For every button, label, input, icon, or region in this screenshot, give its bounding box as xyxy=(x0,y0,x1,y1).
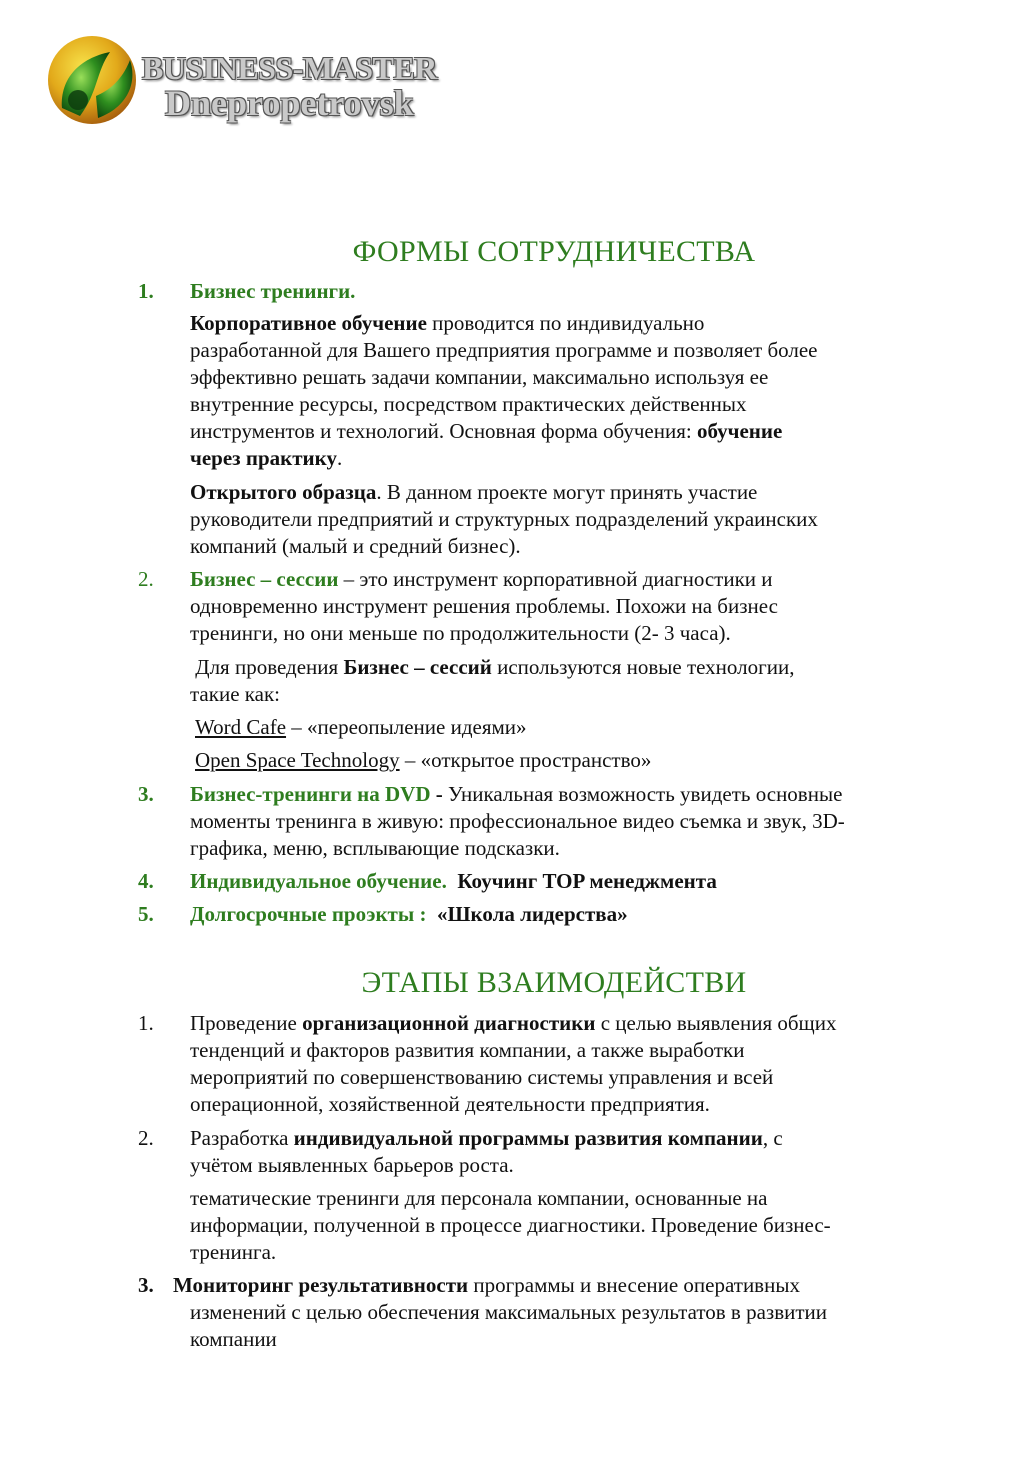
item-2-paragraph-2-line-1 xyxy=(190,654,794,682)
stage-1-line-4: операционной, хозяйственной деятельности предприятия. xyxy=(190,1092,710,1116)
item-1-paragraph-2-line-2: руководители предприятий и структурных подразделений украинских xyxy=(190,507,818,531)
word-cafe-link[interactable]: Word Cafe xyxy=(195,715,287,739)
item-1-paragraph-1-line-6 xyxy=(190,445,342,473)
text-span: Для проведения xyxy=(190,655,344,679)
item-4-line xyxy=(190,868,717,896)
bold-span: обучение xyxy=(696,419,783,443)
text-span: проводится по индивидуально xyxy=(426,311,705,335)
item-3-number: 3. xyxy=(138,782,154,806)
item-1-paragraph-1-line-4: внутренние ресурсы, посредством практических действенных xyxy=(190,392,747,416)
item-2-paragraph-2-line-2: такие как: xyxy=(190,682,281,706)
item-4-extra: Коучинг TOP менеджмента xyxy=(446,869,717,893)
bold-span: Бизнес – сессий xyxy=(343,655,492,679)
bold-span: через практику xyxy=(190,446,337,470)
text-span: . В данном проекте могут принять участие xyxy=(376,480,758,504)
text-span: , с xyxy=(762,1126,783,1150)
stage-1-line-1 xyxy=(190,1010,836,1038)
text-span: используются новые технологии, xyxy=(491,655,795,679)
item-2-line-2: одновременно инструмент решения проблемы. Похожи на бизнес xyxy=(190,594,778,618)
item-1-paragraph-1-line-1 xyxy=(190,310,704,338)
stage-2-line-2: учётом выявленных барьеров роста. xyxy=(190,1153,514,1177)
text-span: – это инструмент корпоративной диагностики и xyxy=(338,567,773,591)
bold-span: Мониторинг результативности xyxy=(173,1273,469,1297)
item-2-heading: Бизнес – сессии xyxy=(190,567,339,591)
item-3-line-1 xyxy=(190,781,842,809)
stage-2-paragraph-2-line-1: тематические тренинги для персонала компании, основанные на xyxy=(190,1186,768,1210)
bold-span: индивидуальной программы развития компании xyxy=(293,1126,763,1150)
text-span: . xyxy=(336,446,343,470)
text-span: - xyxy=(430,782,443,806)
stage-2-paragraph-2-line-2: информации, полученной в процессе диагностики. Проведение бизнес- xyxy=(190,1213,831,1237)
text-span: программы и внесение оперативных xyxy=(468,1273,800,1297)
item-5-line xyxy=(190,901,628,929)
item-3-heading: Бизнес-тренинги на DVD xyxy=(190,782,431,806)
text-span: – «открытое пространство» xyxy=(399,748,652,772)
item-1-number: 1. xyxy=(138,279,154,303)
item-1-paragraph-1-line-5 xyxy=(190,418,782,446)
item-1-paragraph-2-line-3: компаний (малый и средний бизнес). xyxy=(190,534,521,558)
link-text: Open Space Technology xyxy=(195,748,400,772)
item-1-heading: Бизнес тренинги. xyxy=(190,279,356,303)
text-span: с целью выявления общих xyxy=(595,1011,837,1035)
leaf-emblem-icon xyxy=(40,30,150,130)
stage-3-line-3: компании xyxy=(190,1327,277,1351)
tech-word-cafe xyxy=(195,714,527,742)
stage-3-line-2: изменений с целью обеспечения максимальных результатов в развитии xyxy=(190,1300,828,1324)
item-2-number: 2. xyxy=(138,567,154,591)
item-1-paragraph-1-line-3: эффективно решать задачи компании, максимально используя ее xyxy=(190,365,769,389)
item-4-heading: Индивидуальное обучение. xyxy=(190,869,447,893)
stage-3-number: 3. xyxy=(138,1273,154,1297)
item-3-line-2: моменты тренинга в живую: профессиональное видео съемка и звук, 3D- xyxy=(190,809,845,833)
corporate-training-term: Корпоративное обучение xyxy=(190,311,427,335)
logo-line-2: Dnepropetrovsk xyxy=(165,83,414,123)
item-5-extra: «Школа лидерства» xyxy=(426,902,628,926)
text-span: инструментов и технологий. Основная форма обучения: xyxy=(190,419,697,443)
open-space-link[interactable] xyxy=(195,748,400,772)
stage-2-number: 2. xyxy=(138,1126,154,1150)
bold-span: организационной диагностики xyxy=(302,1011,596,1035)
item-2-line-1 xyxy=(190,566,773,594)
logo-line-1: BUSINESS-MASTER xyxy=(142,50,437,86)
stage-1-line-2: тенденций и факторов развития компании, а также выработки xyxy=(190,1038,745,1062)
stage-1-line-3: мероприятий по совершенствованию системы управления и всей xyxy=(190,1065,774,1089)
item-3-line-3: графика, меню, всплывающие подсказки. xyxy=(190,836,560,860)
tech-open-space xyxy=(195,747,651,775)
text-span: Уникальная возможность увидеть основные xyxy=(442,782,843,806)
item-4-number: 4. xyxy=(138,869,154,893)
section-2-title: ЭТАПЫ ВЗАИМОДЕЙСТВИ xyxy=(361,966,747,999)
item-5-number: 5. xyxy=(138,902,154,926)
text-span: Проведение xyxy=(190,1011,303,1035)
item-5-heading: Долгосрочные проэкты : xyxy=(190,902,427,926)
text-span: Разработка xyxy=(190,1126,294,1150)
stage-2-line-1 xyxy=(190,1125,783,1153)
text-span: – «переопыление идеями» xyxy=(286,715,527,739)
stage-1-number: 1. xyxy=(138,1011,154,1035)
item-2-line-3: тренинги, но они меньше по продолжительности (2- 3 часа). xyxy=(190,621,731,645)
stage-2-paragraph-2-line-3: тренинга. xyxy=(190,1240,277,1264)
section-1-title: ФОРМЫ СОТРУДНИЧЕСТВА xyxy=(352,235,756,268)
company-logo xyxy=(40,30,480,130)
item-1-paragraph-2-line-1 xyxy=(190,479,757,507)
stage-3-line-1 xyxy=(173,1272,800,1300)
item-1-paragraph-1-line-2: разработанной для Вашего предприятия программе и позволяет более xyxy=(190,338,818,362)
open-format-term: Открытого образца xyxy=(190,480,377,504)
